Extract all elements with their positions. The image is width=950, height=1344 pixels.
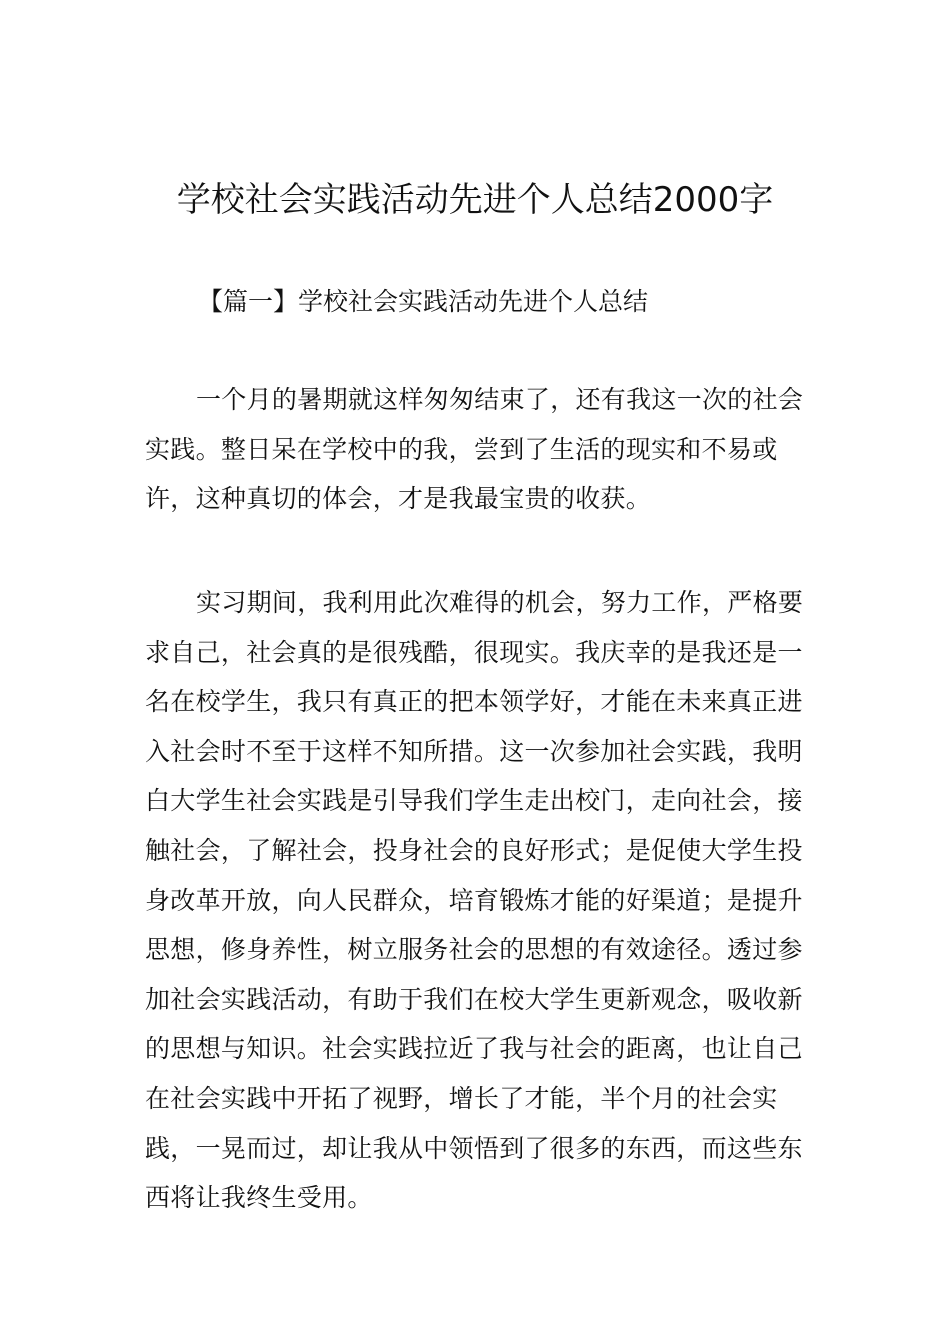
section-heading: 【篇一】学校社会实践活动先进个人总结 — [198, 287, 649, 316]
document-title: 学校社会实践活动先进个人总结2000字 — [176, 180, 774, 220]
paragraph-1: 一个月的暑期就这样匆匆结束了，还有我这一次的社会实践。整日呆在学校中的我，尝到了生活的现实和不易或许，这种真切的体会，才是我最宝贵的收获。 — [145, 385, 804, 514]
paragraph-2: 实习期间，我利用此次难得的机会，努力工作，严格要求自己，社会真的是很残酷，很现实。我庆幸的是我还是一名在校学生，我只有真正的把本领学好，才能在未来真正进入社会时不至于这样不知所措。这一次参加社会实践，我明白大学生社会实践是引导我们学生走出校门，走向社会，接触社会，了解社会，投身社会的良好形式；是促使大学生投身改革开放，向人民群众，培育锻炼才能的好渠道；是提升思想，修身养性，树立服务社会的思想的有效途径。透过参加社会实践活动，有助于我们在校大学生更新观念，吸收新的思想与知识。社会实践拉近了我与社会的距离，也让自己在社会实践中开拓了视野，增长了才能，半个月的社会实践，一晃而过，却让我从中领悟到了很多的东西，而这些东西将让我终生受用。 — [145, 588, 804, 1213]
